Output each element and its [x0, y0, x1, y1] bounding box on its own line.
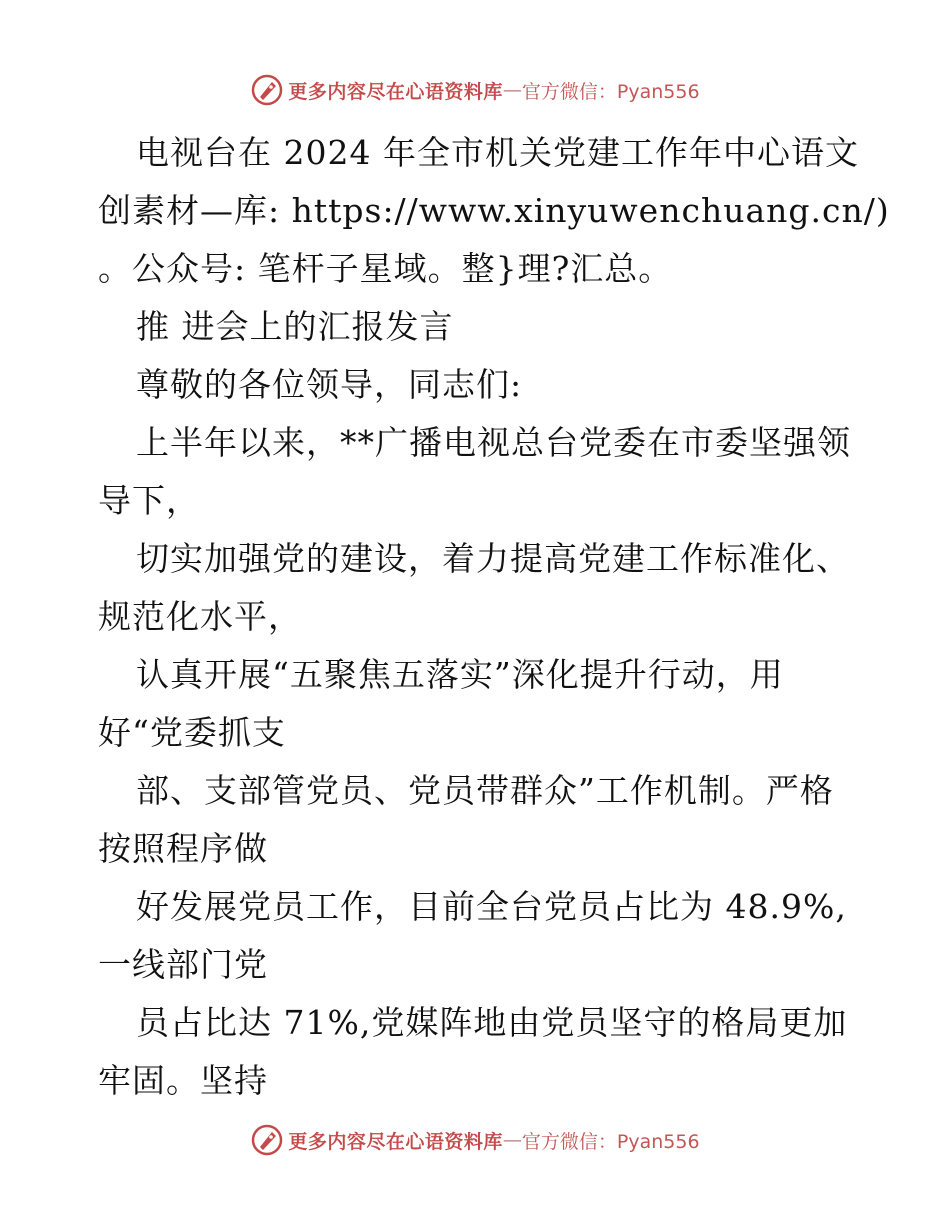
- document-body: [98, 124, 890, 1110]
- text-line: 尊敬的各位领导，同志们:: [136, 365, 523, 404]
- header-watermark: [0, 70, 950, 110]
- watermark-text: 更多内容尽在心语资料库: [288, 1130, 503, 1153]
- watermark-wechat: 官方微信：Pyan556: [521, 1130, 700, 1153]
- text-line: 员占比达 71%,党媒阵地由党员坚守的格局更加: [136, 1003, 848, 1042]
- text-line: 一线部门党: [98, 945, 268, 984]
- text-line: 牢固。坚持: [98, 1061, 268, 1100]
- text-line: 规范化水平，: [98, 597, 302, 636]
- text-line: 按照程序做: [98, 829, 268, 868]
- text-line: 。公众号: 笔杆子星域。整}理?汇总。: [98, 249, 673, 288]
- pen-nib-logo-icon: [250, 73, 284, 107]
- pen-nib-logo-icon: [250, 1123, 284, 1157]
- text-line: 认真开展“五聚焦五落实”深化提升行动，用: [136, 655, 784, 694]
- text-line: 推 进会上的汇报发言: [136, 307, 454, 346]
- footer-watermark: [0, 1120, 950, 1160]
- text-line: 好“党委抓支: [98, 713, 286, 752]
- watermark-wechat: 官方微信：Pyan556: [521, 80, 700, 103]
- text-line: 部、支部管党员、党员带群众”工作机制。严格: [136, 771, 834, 810]
- watermark-separator: —: [502, 1129, 522, 1151]
- watermark-text: 更多内容尽在心语资料库: [288, 80, 503, 103]
- text-line: 电视台在 2024 年全市机关党建工作年中心语文: [136, 133, 859, 172]
- text-line: 好发展党员工作，目前全台党员占比为 48.9%,: [136, 887, 847, 926]
- watermark-separator: —: [502, 79, 522, 101]
- text-line: 创素材—库: https://www.xinyuwenchuang.cn/): [98, 191, 890, 230]
- text-line: 切实加强党的建设，着力提高党建工作标准化、: [136, 539, 850, 578]
- text-line: 导下，: [98, 481, 200, 520]
- text-line: 上半年以来，**广播电视总台党委在市委坚强领: [136, 423, 851, 462]
